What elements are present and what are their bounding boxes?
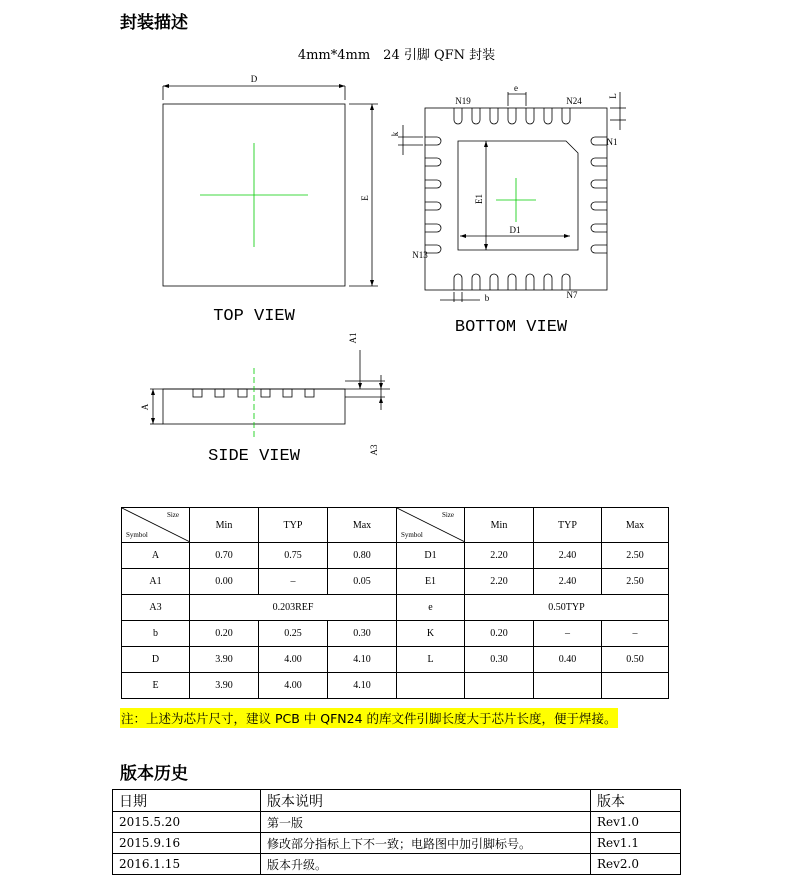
cell-min: 0.20 — [190, 621, 259, 647]
cell-typ: 4.00 — [259, 673, 328, 699]
cell-max: 0.50 — [602, 647, 669, 673]
cell-max: – — [602, 621, 669, 647]
table-row — [122, 569, 669, 595]
header-max: Max — [602, 508, 669, 543]
cell-min: 0.20 — [465, 621, 534, 647]
header-diagonal-cell-right — [397, 508, 465, 543]
header-max: Max — [328, 508, 397, 543]
pads-bottom — [454, 274, 570, 290]
header-diagonal-cell-left — [122, 508, 190, 543]
cell-date: 2015.9.16 — [113, 833, 261, 854]
cell-symbol: b — [122, 621, 190, 647]
header-size-label: Size — [166, 511, 179, 519]
cell-date: 2016.1.15 — [113, 854, 261, 875]
pin-label-n24: N24 — [566, 96, 582, 106]
cell-typ: 2.40 — [534, 569, 602, 595]
cell-typ: – — [534, 621, 602, 647]
cell-min: 3.90 — [190, 673, 259, 699]
table-row — [122, 543, 669, 569]
cell-min: 0.00 — [190, 569, 259, 595]
cell-description: 修改部分指标上下不一致；电路图中加引脚标号。 — [261, 833, 591, 854]
header-symbol-label: Symbol — [401, 531, 423, 539]
revision-table — [112, 789, 681, 875]
cell-max: 2.50 — [602, 543, 669, 569]
cell-symbol: A1 — [122, 569, 190, 595]
cell-symbol: e — [397, 595, 465, 621]
table-row — [113, 833, 681, 854]
cell-symbol: E — [122, 673, 190, 699]
soldering-note: 注：上述为芯片尺寸，建议 PCB 中 QFN24 的库文件引脚长度大于芯片长度，便于焊接。 — [120, 708, 618, 728]
cell-min: 2.20 — [465, 569, 534, 595]
dimension-table-header — [122, 508, 669, 543]
dim-label-a1: A1 — [348, 332, 358, 344]
cell-max: 4.10 — [328, 673, 397, 699]
cell-symbol: D — [122, 647, 190, 673]
table-row — [113, 812, 681, 833]
cell-symbol: L — [397, 647, 465, 673]
pads-right — [591, 137, 607, 253]
dim-label-e: E — [360, 195, 370, 201]
pin-label-n7: N7 — [566, 290, 578, 300]
table-row — [122, 595, 669, 621]
cell-symbol: D1 — [397, 543, 465, 569]
header-size-label: Size — [441, 511, 454, 519]
header-symbol-label: Symbol — [126, 531, 148, 539]
dimension-table — [121, 507, 669, 699]
header-date: 日期 — [113, 790, 261, 812]
cell-span-value: 0.203REF — [190, 595, 397, 621]
cell-typ: 0.75 — [259, 543, 328, 569]
cell-symbol — [397, 673, 465, 699]
dim-label-e1: E1 — [474, 194, 484, 204]
cell-typ: 4.00 — [259, 647, 328, 673]
dim-label-a: A — [140, 403, 150, 411]
table-row — [122, 673, 669, 699]
header-version: 版本 — [591, 790, 681, 812]
revision-section-title: 版本历史 — [120, 764, 188, 784]
cell-typ: 0.40 — [534, 647, 602, 673]
bottom-view — [390, 83, 626, 337]
table-row — [113, 854, 681, 875]
dim-label-k: k — [390, 131, 400, 137]
cell-max: 2.50 — [602, 569, 669, 595]
header-typ: TYP — [534, 508, 602, 543]
cell-min: 0.70 — [190, 543, 259, 569]
cell-typ: 2.40 — [534, 543, 602, 569]
header-typ: TYP — [259, 508, 328, 543]
cell-symbol: A3 — [122, 595, 190, 621]
cell-version: Rev1.1 — [591, 833, 681, 854]
pin-label-n13: N13 — [412, 250, 428, 260]
revision-table-header — [113, 790, 681, 812]
cell-typ: – — [259, 569, 328, 595]
pin-label-n19: N19 — [455, 96, 471, 106]
cell-max: 0.05 — [328, 569, 397, 595]
cell-max — [602, 673, 669, 699]
cell-symbol: E1 — [397, 569, 465, 595]
cell-max: 0.30 — [328, 621, 397, 647]
cell-min: 2.20 — [465, 543, 534, 569]
cell-max: 4.10 — [328, 647, 397, 673]
table-row — [122, 621, 669, 647]
bottom-view-label: BOTTOM VIEW — [454, 318, 568, 337]
dim-label-l: L — [608, 93, 618, 99]
cell-description: 版本升级。 — [261, 854, 591, 875]
dim-label-pitch: e — [514, 83, 518, 93]
top-view — [163, 74, 378, 326]
cell-date: 2015.5.20 — [113, 812, 261, 833]
cell-span-value: 0.50TYP — [465, 595, 669, 621]
cell-version: Rev1.0 — [591, 812, 681, 833]
cell-max: 0.80 — [328, 543, 397, 569]
header-min: Min — [190, 508, 259, 543]
dim-label-d1: D1 — [509, 225, 521, 235]
package-section-title: 封装描述 — [120, 13, 188, 33]
header-description: 版本说明 — [261, 790, 591, 812]
cell-min — [465, 673, 534, 699]
cell-typ: 0.25 — [259, 621, 328, 647]
cell-symbol: K — [397, 621, 465, 647]
pads-left — [425, 137, 441, 253]
cell-min: 0.30 — [465, 647, 534, 673]
cell-symbol: A — [122, 543, 190, 569]
cell-version: Rev2.0 — [591, 854, 681, 875]
top-view-label: TOP VIEW — [213, 307, 295, 326]
package-subtitle: 4mm*4mm 24 引脚 QFN 封装 — [297, 48, 496, 63]
cell-description: 第一版 — [261, 812, 591, 833]
side-view-label: SIDE VIEW — [208, 447, 300, 466]
pin-label-n1: N1 — [606, 137, 618, 147]
dim-label-b: b — [484, 293, 490, 303]
cell-min: 3.90 — [190, 647, 259, 673]
pads-top — [454, 108, 570, 124]
table-row — [122, 647, 669, 673]
dim-label-a3: A3 — [369, 444, 379, 456]
header-min: Min — [465, 508, 534, 543]
cell-typ — [534, 673, 602, 699]
side-view — [140, 333, 390, 467]
dim-label-d: D — [250, 74, 258, 84]
